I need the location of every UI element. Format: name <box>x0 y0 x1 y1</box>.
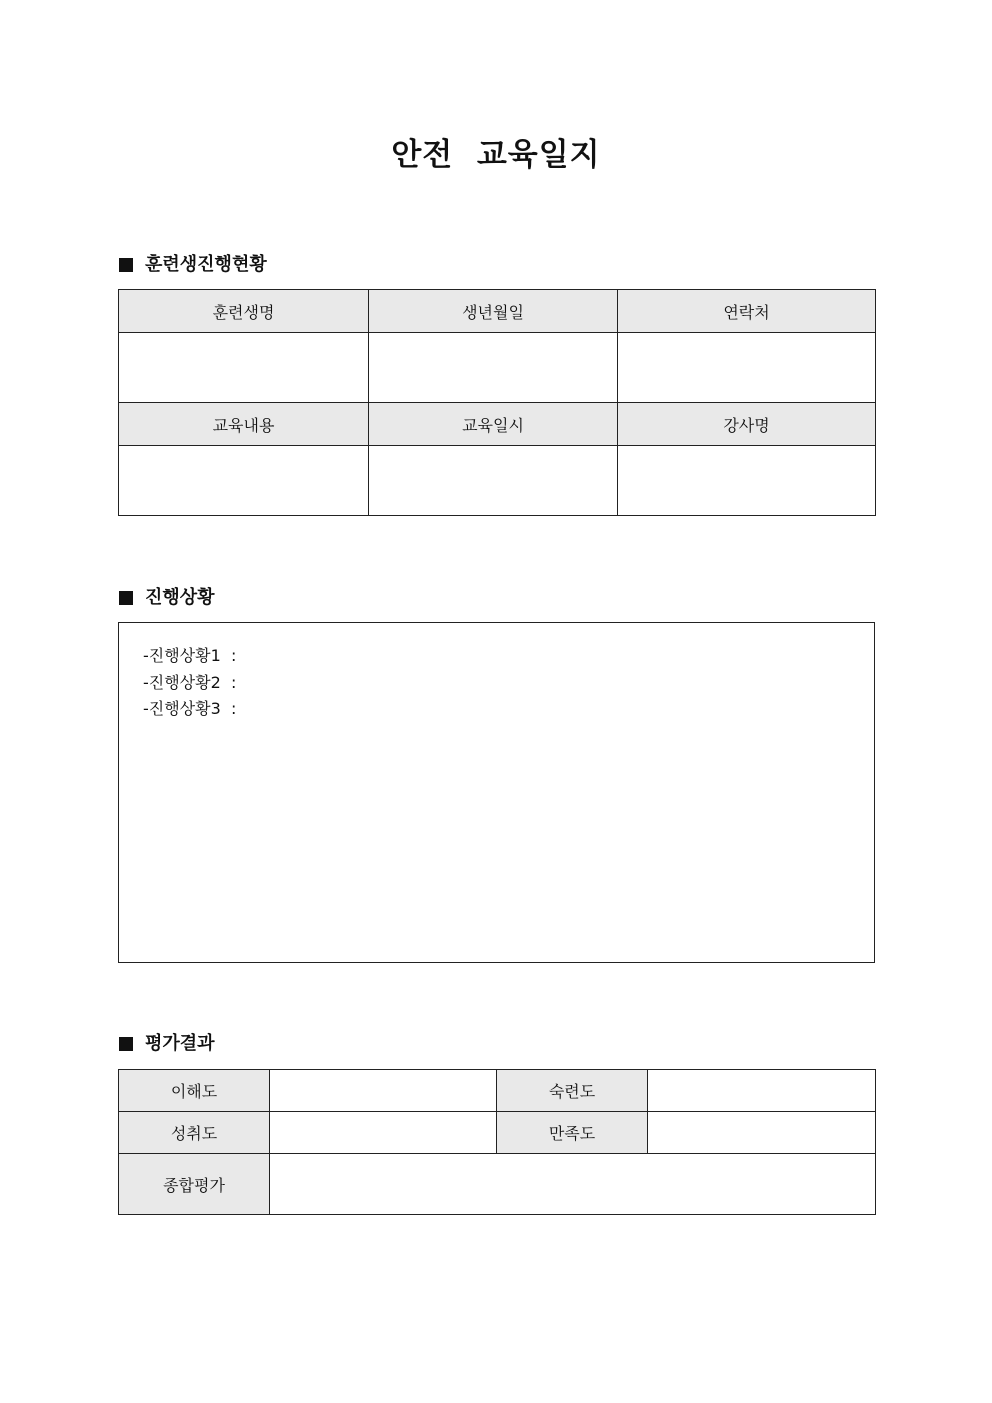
trainee-header-row <box>119 290 876 333</box>
evaluation-section-title: 평가결과 <box>145 1033 215 1054</box>
trainee-table <box>118 289 876 516</box>
trainee-name-header: 훈련생명 <box>119 290 369 333</box>
evaluation-row-3 <box>119 1154 876 1215</box>
understanding-label: 이해도 <box>119 1070 270 1112</box>
satisfaction-cell[interactable] <box>648 1112 876 1154</box>
understanding-cell[interactable] <box>270 1070 497 1112</box>
trainee-name-cell[interactable] <box>119 333 369 403</box>
progress-section-title: 진행상황 <box>145 587 215 608</box>
progress-line-1: -진행상황1 : <box>143 646 237 665</box>
contact-header: 연락처 <box>618 290 876 333</box>
proficiency-cell[interactable] <box>648 1070 876 1112</box>
square-bullet-icon <box>119 258 133 272</box>
trainee-value-row <box>119 333 876 403</box>
evaluation-table <box>118 1069 876 1215</box>
achievement-label: 성취도 <box>119 1112 270 1154</box>
evaluation-row-2 <box>119 1112 876 1154</box>
education-value-row <box>119 446 876 516</box>
square-bullet-icon <box>119 1037 133 1051</box>
education-content-header: 교육내용 <box>119 403 369 446</box>
contact-cell[interactable] <box>618 333 876 403</box>
trainee-section-title: 훈련생진행현황 <box>145 254 267 275</box>
evaluation-row-1 <box>119 1070 876 1112</box>
birthdate-cell[interactable] <box>369 333 618 403</box>
evaluation-section-heading <box>119 1032 215 1056</box>
overall-evaluation-label: 종합평가 <box>119 1154 270 1215</box>
education-header-row <box>119 403 876 446</box>
square-bullet-icon <box>119 591 133 605</box>
satisfaction-label: 만족도 <box>497 1112 648 1154</box>
proficiency-label: 숙련도 <box>497 1070 648 1112</box>
trainee-section-heading <box>119 253 267 277</box>
instructor-name-header: 강사명 <box>618 403 876 446</box>
birthdate-header: 생년월일 <box>369 290 618 333</box>
instructor-name-cell[interactable] <box>618 446 876 516</box>
achievement-cell[interactable] <box>270 1112 497 1154</box>
document-title: 안전 교육일지 <box>391 137 601 173</box>
progress-line-2: -진행상황2 : <box>143 672 237 692</box>
progress-lines <box>143 643 236 723</box>
progress-section-heading <box>119 586 215 610</box>
education-datetime-header: 교육일시 <box>369 403 618 446</box>
education-content-cell[interactable] <box>119 446 369 516</box>
progress-line-3: -진행상황3 : <box>143 699 237 718</box>
progress-box[interactable] <box>118 622 875 963</box>
overall-evaluation-cell[interactable] <box>270 1154 876 1215</box>
education-datetime-cell[interactable] <box>369 446 618 516</box>
